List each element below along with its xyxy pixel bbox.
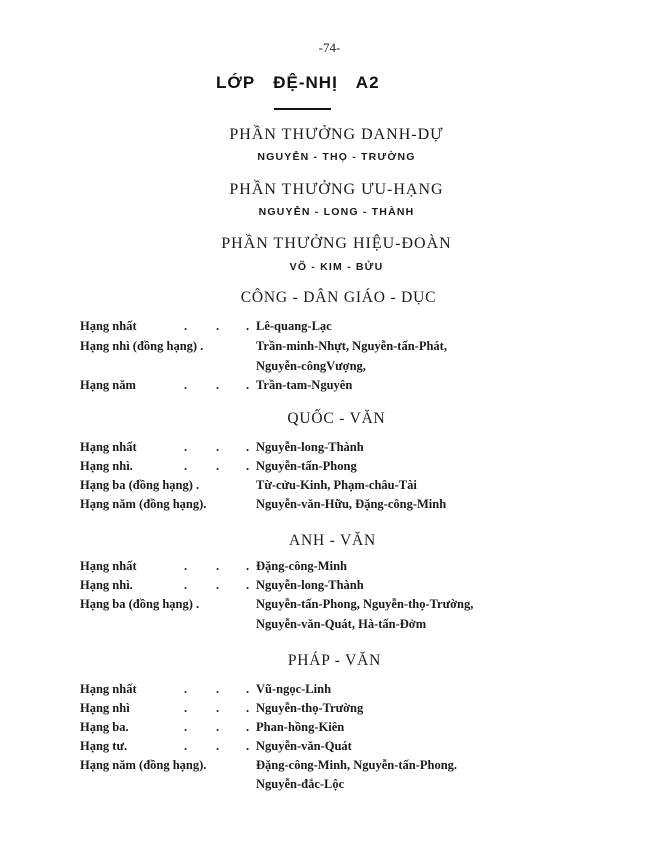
rank-label: Hạng năm (đồng hạng). [80, 758, 207, 772]
rank-label: Hạng nhì. [80, 459, 133, 473]
student-names: Nguyễn-long-Thành [256, 440, 364, 454]
student-names: Nguyễn-tấn-Phong [256, 459, 357, 473]
rank-label: Hạng tư. [80, 739, 128, 753]
class-title [216, 73, 398, 93]
class-title-word: ĐỆ-NHỊ [273, 73, 338, 92]
rank-label: Hạng nhất [80, 559, 137, 573]
student-names: Nguyễn-văn-Hữu, Đặng-công-Minh [256, 497, 447, 511]
rank-label: Hạng nhì (đồng hạng) . [80, 339, 204, 353]
student-names: Nguyễn-đắc-Lộc [256, 777, 345, 791]
student-names: Nguyễn-thọ-Trường [256, 701, 364, 715]
rank-label: Hạng nhất [80, 319, 137, 333]
rank-label: Hạng ba (đồng hạng) . [80, 478, 200, 492]
subject-title: CÔNG - DÂN GIÁO - DỤC [240, 289, 437, 306]
student-names: Đặng-công-Minh, Nguyễn-tấn-Phong. [256, 758, 458, 772]
award-title: PHẦN THƯỞNG DANH-DỰ [229, 126, 444, 143]
student-names: Trần-tam-Nguyên [256, 378, 353, 392]
rank-label: Hạng năm [80, 378, 136, 392]
student-names: Nguyễn-long-Thành [256, 578, 364, 592]
rank-label: Hạng năm (đồng hạng). [80, 497, 207, 511]
subject-title: ANH - VĂN [289, 532, 376, 549]
rank-label: Hạng nhất [80, 440, 137, 454]
student-names: Nguyễn-văn-Quát [256, 739, 352, 753]
rank-label: Hạng ba (đồng hạng) . [80, 597, 200, 611]
student-names: Trần-minh-Nhựt, Nguyễn-tấn-Phát, [256, 339, 447, 353]
award-recipient: NGUYỄN - THỌ - TRƯỜNG [257, 151, 416, 163]
student-names: Từ-cửu-Kinh, Phạm-châu-Tài [256, 478, 417, 492]
student-names: Đặng-công-Minh [256, 559, 347, 573]
award-title: PHẦN THƯỞNG HIỆU-ĐOÀN [221, 235, 452, 252]
rank-label: Hạng nhì [80, 701, 130, 715]
student-names: Nguyễn-văn-Quát, Hà-tấn-Đởm [256, 617, 427, 631]
subject-title: QUỐC - VĂN [287, 410, 386, 427]
student-names: Lê-quang-Lạc [256, 319, 332, 333]
award-recipient: NGUYỄN - LONG - THÀNH [258, 206, 415, 218]
student-names: Nguyễn-tấn-Phong, Nguyễn-thọ-Trường, [256, 597, 474, 611]
subject-title: PHÁP - VĂN [287, 652, 382, 669]
award-title: PHẦN THƯỞNG ƯU-HẠNG [229, 181, 444, 198]
class-title-word: A2 [355, 73, 380, 92]
student-names: Phan-hồng-Kiên [256, 720, 345, 734]
student-names: Nguyễn-côngVượng, [256, 359, 366, 373]
title-underline [274, 108, 331, 110]
class-title-word: LỚP [216, 73, 256, 92]
rank-label: Hạng ba. [80, 720, 129, 734]
rank-label: Hạng nhì. [80, 578, 133, 592]
rank-label: Hạng nhất [80, 682, 137, 696]
page-number: -74- [318, 40, 341, 55]
award-recipient: VÕ - KIM - BỬU [289, 261, 384, 273]
student-names: Vũ-ngọc-Linh [256, 682, 332, 696]
